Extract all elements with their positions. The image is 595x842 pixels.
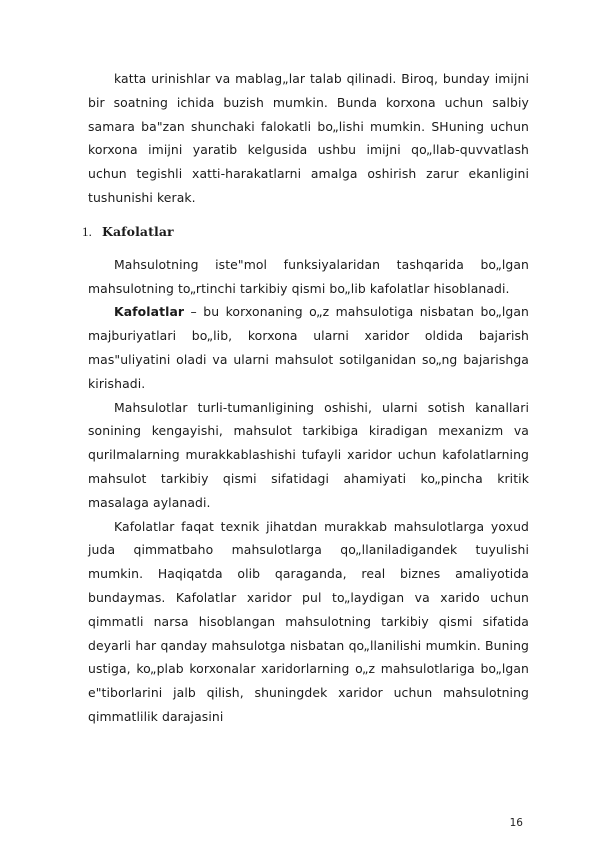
paragraph-1: katta urinishlar va mablag„lar talab qilinadi. Biroq, bunday imijni bir soatning ichida buzish mumkin. Bunda korxona uchun salbiy samara ba"zan shunchaki falokatli bo„lishi mumkin. SHuning uchun korxona imijni yaratib kelgusida ushbu imijni qo„llab-quvvatlash uchun tegishli xatti-harakatlarni amalga oshirish zarur ekanligini tushunishi kerak.: [88, 71, 529, 205]
heading-title: Kafolatlar: [102, 223, 174, 239]
paragraph-4: Mahsulotlar turli-tumanligining oshishi, ularni sotish kanallari sonining kengayishi, mahsulot tarkibiga kiradigan mexanizm va qurilmalarning murakkablashishi tufayli xaridor uchun kafolatlarning mahsulot tarkibiy qismi sifatidagi ahamiyati ko„pincha kritik masalaga aylanadi.: [88, 399, 529, 510]
section-heading: [82, 210, 523, 253]
paragraph-3-text: – bu korxonaning o„z mahsulotiga nisbatan bo„lgan majburiyatlari bo„lib, korxona ularni xaridor oldida bajarish mas"uliyatini oladi va ularni mahsulot sotilganidan so„ng bajarishga kirishadi.: [88, 304, 529, 391]
body-text: [82, 67, 529, 729]
page-number: 16: [509, 817, 523, 829]
paragraph-2: Mahsulotning iste"mol funksiyalaridan tashqarida bo„lgan mahsulotning to„rtinchi tarkibiy qismi bo„lib kafolatlar hisoblanadi.: [88, 256, 529, 296]
term-kafolatlar: Kafolatlar: [114, 304, 185, 320]
paragraph-5: Kafolatlar faqat texnik jihatdan murakkab mahsulotlarga yoxud juda qimmatbaho mahsulotlarga qo„llaniladigandek tuyulishi mumkin. Haqiqatda olib qaraganda, real biznes amaliyotida bundaymas. Kafolatlar xaridor pul to„laydigan va xarido uchun qimmatli narsa hisoblangan mahsulotning tarkibiy qismi sifatida deyarli har qanday mahsulotga nisbatan qo„llanilishi mumkin. Buning ustiga, ko„plab korxonalar xaridorlarning o„z mahsulotlariga bo„lgan e"tiborlarini jalb qilish, shuningdek xaridor uchun mahsulotning qimmatlilik darajasini: [88, 518, 529, 724]
heading-number: 1.: [82, 223, 92, 239]
paragraph-3: [88, 300, 529, 395]
